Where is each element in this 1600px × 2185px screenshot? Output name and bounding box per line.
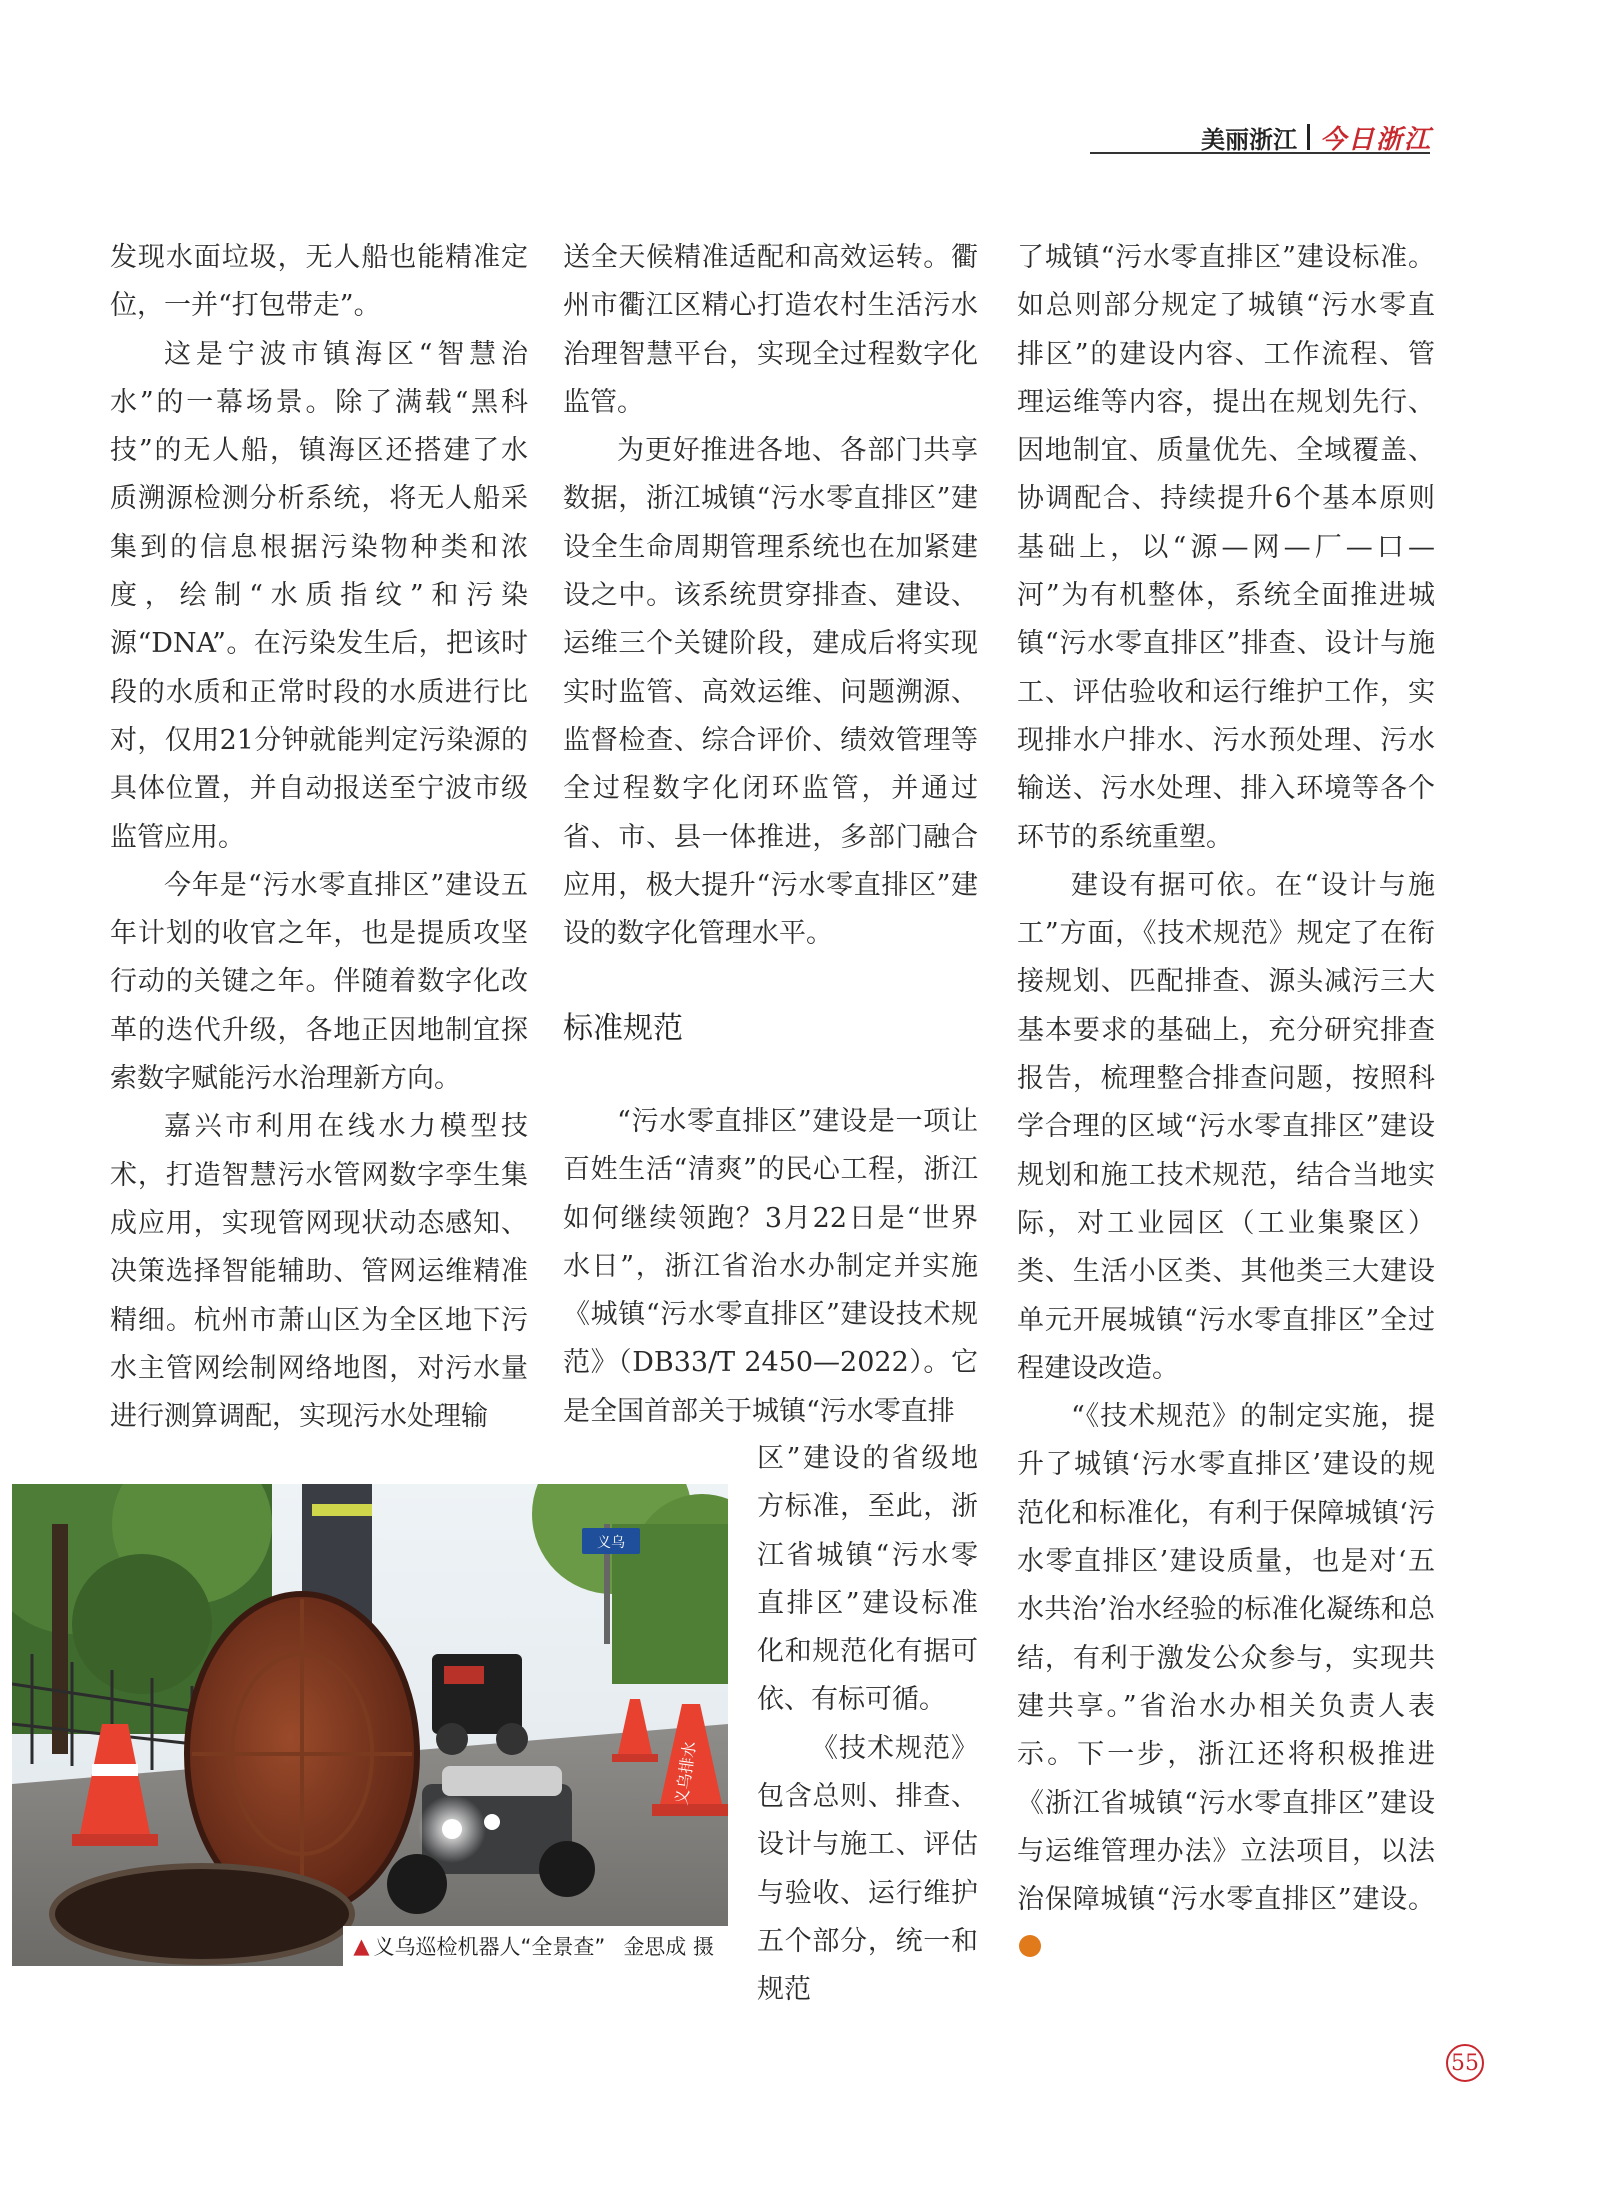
- paragraph: “污水零直排区”建设是一项让百姓生活“清爽”的民心工程，浙江如何继续领跑？3月22日是“世界水日”，浙江省治水办制定并实施《城镇“污水零直排区”建设技术规范》（DB33/T 2450—2022）。它是全国首部关于城镇“污水零直排: [563, 1106, 978, 1427]
- section-heading: 标准规范: [563, 1011, 683, 1046]
- paragraph: 建设有据可依。在“设计与施工”方面，《技术规范》规定了在衔接规划、匹配排查、源头减污三大基本要求的基础上，充分研究排查报告，梳理整合排查问题，按照科学合理的区域“污水零直排区”建设规划和施工技术规范，结合当地实际，对工业园区（工业集聚区）类、生活小区类、其他类三大建设单元开展城镇“污水零直排区”全过程建设改造。: [1017, 869, 1435, 1384]
- photo: [12, 1484, 728, 1966]
- cone-label: 义乌排水: [671, 1740, 700, 1807]
- paragraph: 这是宁波市镇海区“智慧治水”的一幕场景。除了满载“黑科技”的无人船，镇海区还搭建了水质溯源检测分析系统，将无人船采集到的信息根据污染物种类和浓度，绘制“水质指纹”和污染源“DNA”。在污染发生后，把该时段的水质和正常时段的水质进行比对，仅用21分钟就能判定污染源的具体位置，并自动报送至宁波市级监管应用。: [110, 338, 528, 853]
- paragraph: 了城镇“污水零直排区”建设标准。如总则部分规定了城镇“污水零直排区”的建设内容、工作流程、管理运维等内容，提出在规划先行、因地制宜、质量优先、全域覆盖、协调配合、持续提升6个基本原则基础上，以“源—网—厂—口—河”为有机整体，系统全面推进城镇“污水零直排区”排查、设计与施工、评估验收和运行维护工作，实现排水户排水、污水预处理、污水输送、污水处理、排入环境等各个环节的系统重塑。: [1017, 242, 1435, 853]
- section-name: 美丽浙江: [1200, 125, 1297, 154]
- end-mark-icon: [1019, 1935, 1041, 1957]
- text-column-2-beside-photo: [757, 1435, 978, 2015]
- photo-caption: [343, 1926, 728, 1966]
- photo-credit: 金思成 摄: [623, 1935, 714, 1959]
- header-divider: [1307, 124, 1310, 150]
- photo-illustration: [12, 1484, 728, 1966]
- paragraph: 发现水面垃圾，无人船也能精准定位，一并“打包带走”。: [110, 242, 528, 322]
- paragraph: 为更好推进各地、各部门共享数据，浙江城镇“污水零直排区”建设全生命周期管理系统也在加紧建设之中。该系统贯穿排查、建设、运维三个关键阶段，建成后将实现实时监管、高效运维、问题溯源、监督检查、综合评价、绩效管理等全过程数字化闭环监管，并通过省、市、县一体推进，多部门融合应用，极大提升“污水零直排区”建设的数字化管理水平。: [563, 435, 978, 950]
- text-column-1: [110, 234, 528, 1441]
- page-number: 55: [1446, 2044, 1484, 2082]
- paragraph: 区”建设的省级地方标准，至此，浙江省城镇“污水零直排区”建设标准化和规范化有据可依、有标可循。: [757, 1443, 978, 1716]
- paragraph: 《技术规范》包含总则、排查、设计与施工、评估与验收、运行维护五个部分，统一和规范: [757, 1732, 978, 2006]
- text-column-3: [1017, 234, 1435, 1973]
- paragraph-text: “《技术规范》的制定实施，提升了城镇‘污水零直排区’建设的规范化和标准化，有利于保障城镇‘污水零直排区’建设质量，也是对‘五水共治’治水经验的标准化凝练和总结，有利于激发公众参与，实现共建共享。”省治水办相关负责人表示。下一步，浙江还将积极推进《浙江省城镇“污水零直排区”建设与运维管理办法》立法项目，以法治保障城镇“污水零直排区”建设。: [1017, 1401, 1435, 1916]
- paragraph: 送全天候精准适配和高效运转。衢州市衢江区精心打造农村生活污水治理智慧平台，实现全过程数字化监管。: [563, 242, 978, 418]
- page-header: [1201, 120, 1432, 154]
- caption-text: 义乌巡检机器人“全景查”: [373, 1935, 606, 1959]
- magazine-brand: 今日浙江: [1319, 124, 1432, 155]
- text-column-2: [563, 234, 978, 958]
- manhole-opening: [52, 1866, 352, 1962]
- text-column-2-lower: [563, 1098, 978, 1436]
- paragraph: 今年是“污水零直排区”建设五年计划的收官之年，也是提质攻坚行动的关键之年。伴随着数字化改革的迭代升级，各地正因地制宜探索数字赋能污水治理新方向。: [110, 869, 528, 1095]
- caption-triangle-icon: ▲: [353, 1934, 370, 1958]
- paragraph: 嘉兴市利用在线水力模型技术，打造智慧污水管网数字孪生集成应用，实现管网现状动态感知、决策选择智能辅助、管网运维精准精细。杭州市萧山区为全区地下污水主管网绘制网络地图，对污水量进行测算调配，实现污水处理输: [110, 1111, 528, 1433]
- road-sign-text: 义乌: [597, 1535, 625, 1551]
- paragraph: [1017, 1393, 1435, 1973]
